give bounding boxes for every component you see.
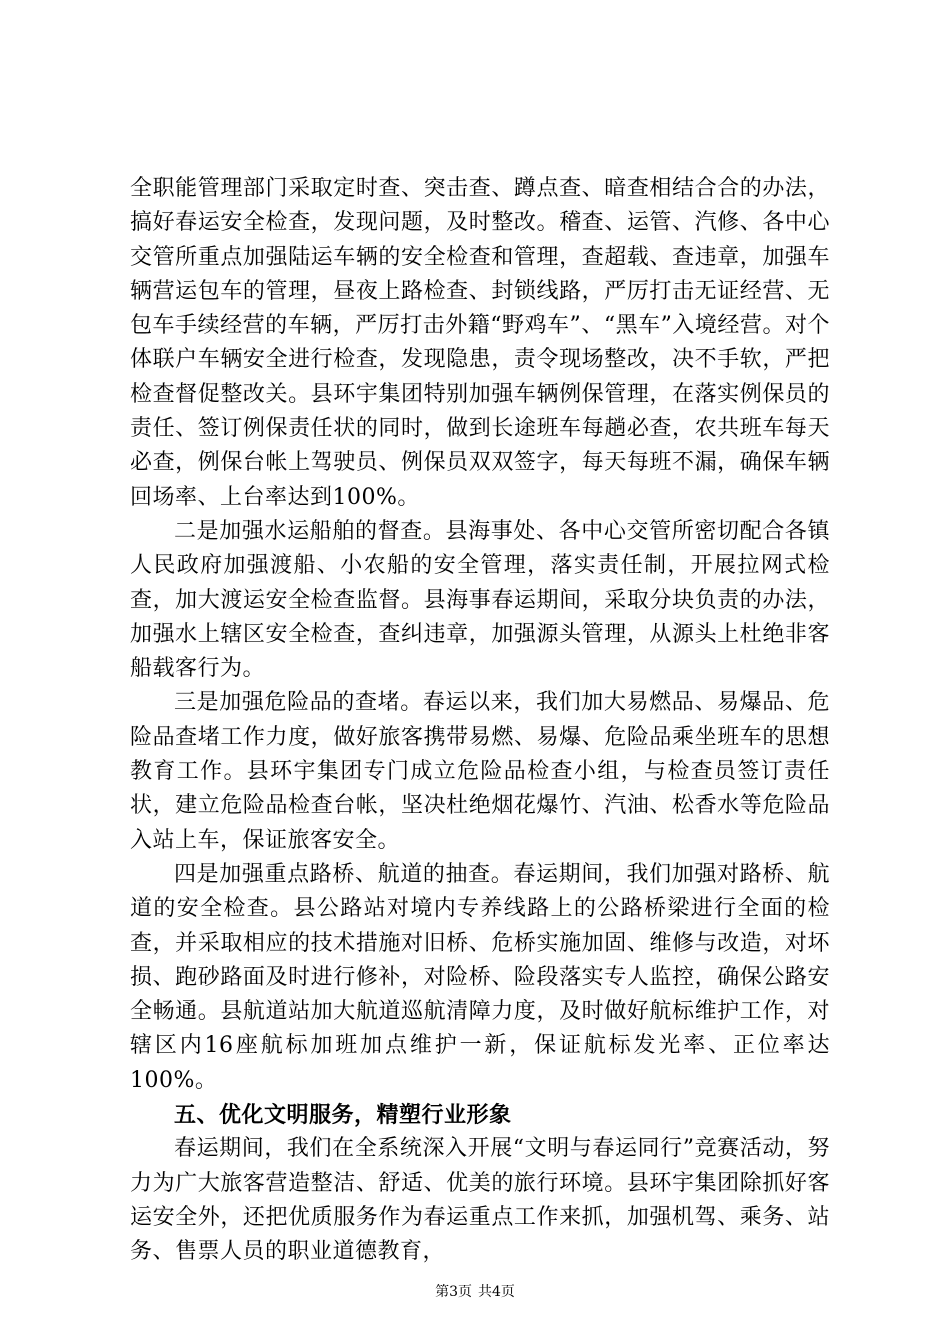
section-heading: 五、优化文明服务，精塑行业形象	[174, 1102, 512, 1129]
document-body	[130, 172, 830, 1270]
paragraph-civilized-service: 春运期间，我们在全系统深入开展“文明与春运同行”竞赛活动，努力为广大旅客营造整洁、舒适、优美的旅行环境。县环宇集团除抓好客运安全外，还把优质服务作为春运重点工作来抓，加强机驾、乘务、站务、售票人员的职业道德教育，	[130, 1136, 830, 1265]
paragraph-vehicle-inspection: 全职能管理部门采取定时查、突击查、蹲点查、暗查相结合合的办法，搞好春运安全检查，发现问题，及时整改。稽查、运管、汽修、各中心交管所重点加强陆运车辆的安全检查和管理，查超载、查违章，加强车辆营运包车的管理，昼夜上路检查、封锁线路，严厉打击无证经营、无包车手续经营的车辆，严厉打击外籍“野鸡车”、“黑车”入境经营。对个体联户车辆安全进行检查，发现隐患，责令现场整改，决不手软，严把检查督促整改关。县环宇集团特别加强车辆例保管理，在落实例保员的责任、签订例保责任状的同时，做到长途班车每趟必查，农共班车每天必查，例保台帐上驾驶员、例保员双双签字，每天每班不漏，确保车辆回场率、上台率达到100%。	[130, 176, 830, 510]
page-footer	[0, 1283, 950, 1301]
page-total: 共4页	[478, 1284, 515, 1300]
paragraph-water-transport: 二是加强水运船舶的督查。县海事处、各中心交管所密切配合各镇人民政府加强渡船、小农船的安全管理，落实责任制，开展拉网式检查，加大渡运安全检查监督。县海事春运期间，采取分块负责的办法，加强水上辖区安全检查，查纠违章，加强源头管理，从源头上杜绝非客船载客行为。	[130, 518, 830, 682]
paragraph-roads-bridges: 四是加强重点路桥、航道的抽查。春运期间，我们加强对路桥、航道的安全检查。县公路站对境内专养线路上的公路桥梁进行全面的检查，并采取相应的技术措施对旧桥、危桥实施加固、维修与改造，对坏损、跑砂路面及时进行修补，对险桥、险段落实专人监控，确保公路安全畅通。县航道站加大航道巡航清障力度，及时做好航标维护工作，对辖区内16座航标加班加点维护一新，保证航标发光率、正位率达100%。	[130, 861, 830, 1093]
paragraph-dangerous-goods: 三是加强危险品的查堵。春运以来，我们加大易燃品、易爆品、危险品查堵工作力度，做好旅客携带易燃、易爆、危险品乘坐班车的思想教育工作。县环宇集团专门成立危险品检查小组，与检查员签订责任状，建立危险品检查台帐，坚决杜绝烟花爆竹、汽油、松香水等危险品入站上车，保证旅客安全。	[130, 690, 830, 853]
page-number: 第3页	[435, 1284, 472, 1300]
